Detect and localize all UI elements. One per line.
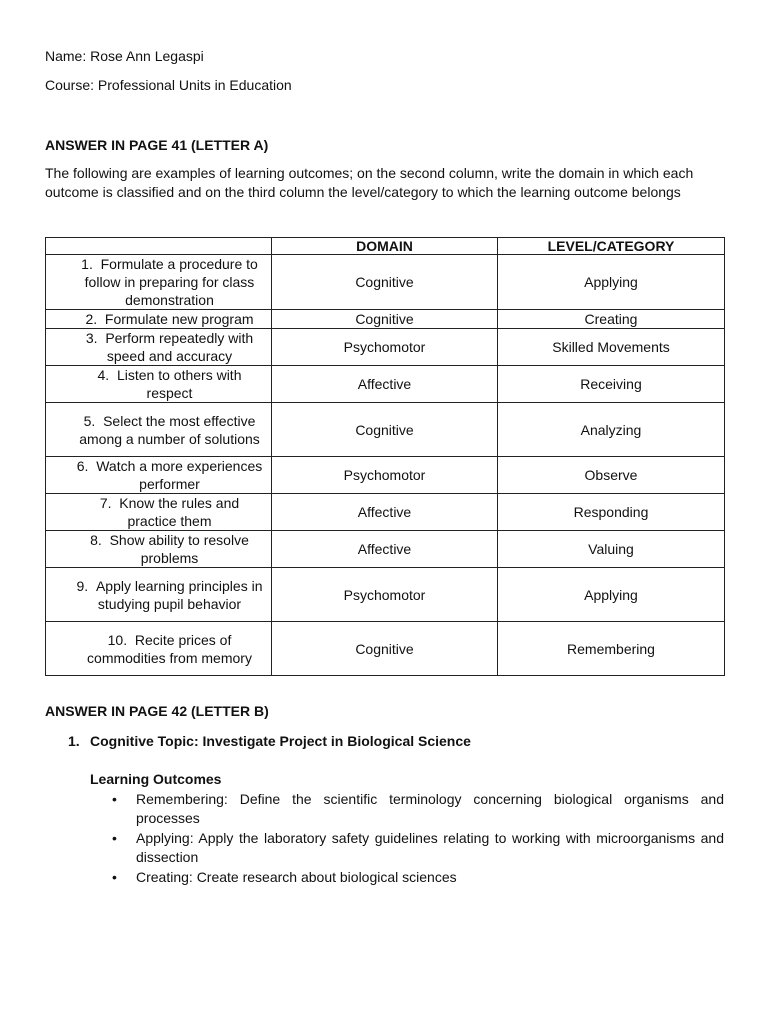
table-row — [46, 329, 725, 366]
topic-heading — [68, 732, 471, 750]
level-category-cell: Valuing — [498, 531, 725, 568]
outcome-number: 10. — [107, 631, 128, 648]
topic-number: 1. — [68, 733, 80, 749]
outcome-cell — [46, 310, 272, 329]
outcome-text: Formulate a procedure to follow in preparing for class demonstration — [84, 256, 258, 308]
header-domain: DOMAIN — [272, 238, 498, 255]
list-item — [110, 829, 724, 867]
learning-outcomes-heading: Learning Outcomes — [90, 771, 222, 787]
table-body — [46, 255, 725, 676]
level-category-cell: Responding — [498, 494, 725, 531]
outcome-text: Remembering: Define the scientific terminology concerning biological organisms and processes — [136, 791, 724, 826]
outcome-text: Listen to others with respect — [116, 367, 242, 401]
outcome-cell — [46, 403, 272, 457]
outcome-wrapper — [76, 366, 263, 402]
domain-cell: Cognitive — [272, 403, 498, 457]
topic-title: Cognitive Topic: Investigate Project in Biological Science — [90, 733, 471, 749]
outcome-cell — [46, 329, 272, 366]
outcome-cell — [46, 622, 272, 676]
outcome-cell — [46, 531, 272, 568]
table-row — [46, 494, 725, 531]
learning-outcomes-list — [110, 790, 724, 888]
domain-cell: Cognitive — [272, 255, 498, 310]
outcome-cell — [46, 494, 272, 531]
table-row — [46, 622, 725, 676]
table-row — [46, 403, 725, 457]
outcome-number: 9. — [76, 577, 89, 594]
student-name: Name: Rose Ann Legaspi — [45, 48, 204, 64]
bullet-icon: • — [112, 830, 117, 846]
level-category-cell: Remembering — [498, 622, 725, 676]
outcome-wrapper — [76, 412, 263, 448]
domain-cell: Affective — [272, 366, 498, 403]
outcome-wrapper — [76, 494, 263, 530]
table-header-row — [46, 238, 725, 255]
outcome-text: Select the most effective among a number of solutions — [79, 412, 260, 447]
table-row — [46, 366, 725, 403]
section-a-instructions: The following are examples of learning outcomes; on the second column, write the domain in which each outcome is classified and on the third column the level/category to which the learning outcome belongs — [45, 165, 694, 200]
header-level-category: LEVEL/CATEGORY — [498, 238, 725, 255]
level-category-cell: Observe — [498, 457, 725, 494]
header-outcome — [46, 238, 272, 255]
outcome-text: Recite prices of commodities from memory — [87, 631, 252, 666]
list-item — [110, 790, 724, 828]
level-category-cell: Skilled Movements — [498, 329, 725, 366]
outcome-number: 1. — [81, 256, 93, 272]
outcome-wrapper — [76, 631, 263, 667]
outcome-cell — [46, 366, 272, 403]
domain-cell: Affective — [272, 531, 498, 568]
outcome-text: Creating: Create research about biological sciences — [136, 869, 457, 885]
outcome-text: Perform repeatedly with speed and accuracy — [105, 330, 254, 364]
course-name: Course: Professional Units in Education — [45, 77, 292, 93]
outcome-number: 5. — [83, 412, 96, 429]
level-category-cell: Applying — [498, 568, 725, 622]
outcome-wrapper — [76, 577, 263, 613]
outcome-number: 3. — [85, 330, 98, 346]
level-category-cell: Applying — [498, 255, 725, 310]
outcome-wrapper — [76, 457, 263, 493]
domain-cell: Cognitive — [272, 310, 498, 329]
outcome-text: Applying: Apply the laboratory safety guidelines relating to working with microorganisms and dissection — [136, 830, 724, 865]
outcome-cell — [46, 568, 272, 622]
table-row — [46, 255, 725, 310]
table-row — [46, 310, 725, 329]
table-row — [46, 457, 725, 494]
outcome-text: Know the rules and practice them — [119, 495, 240, 529]
section-b-heading: ANSWER IN PAGE 42 (LETTER B) — [45, 703, 269, 719]
outcome-cell — [46, 457, 272, 494]
domain-cell: Psychomotor — [272, 329, 498, 366]
domain-cell: Affective — [272, 494, 498, 531]
outcome-number: 7. — [99, 495, 112, 511]
outcome-wrapper — [76, 310, 263, 328]
domain-cell: Cognitive — [272, 622, 498, 676]
domain-cell: Psychomotor — [272, 568, 498, 622]
outcome-text: Formulate new program — [104, 311, 254, 327]
learning-outcomes-table — [45, 237, 725, 676]
level-category-cell: Receiving — [498, 366, 725, 403]
level-category-cell: Analyzing — [498, 403, 725, 457]
table-row — [46, 531, 725, 568]
outcome-number: 4. — [97, 367, 110, 383]
outcome-wrapper — [76, 531, 263, 567]
domain-cell: Psychomotor — [272, 457, 498, 494]
outcome-text: Watch a more experiences performer — [96, 458, 263, 492]
list-item — [110, 868, 724, 887]
bullet-icon: • — [112, 869, 117, 885]
outcome-wrapper — [76, 255, 263, 309]
outcome-text: Apply learning principles in studying pupil behavior — [95, 577, 263, 612]
bullet-icon: • — [112, 791, 117, 807]
level-category-cell: Creating — [498, 310, 725, 329]
outcome-text: Show ability to resolve problems — [109, 532, 249, 566]
outcome-wrapper — [76, 329, 263, 365]
section-a-heading: ANSWER IN PAGE 41 (LETTER A) — [45, 137, 269, 153]
outcome-number: 6. — [76, 458, 89, 474]
outcome-number: 2. — [85, 311, 98, 327]
table-row — [46, 568, 725, 622]
outcome-number: 8. — [90, 532, 102, 548]
outcome-cell — [46, 255, 272, 310]
